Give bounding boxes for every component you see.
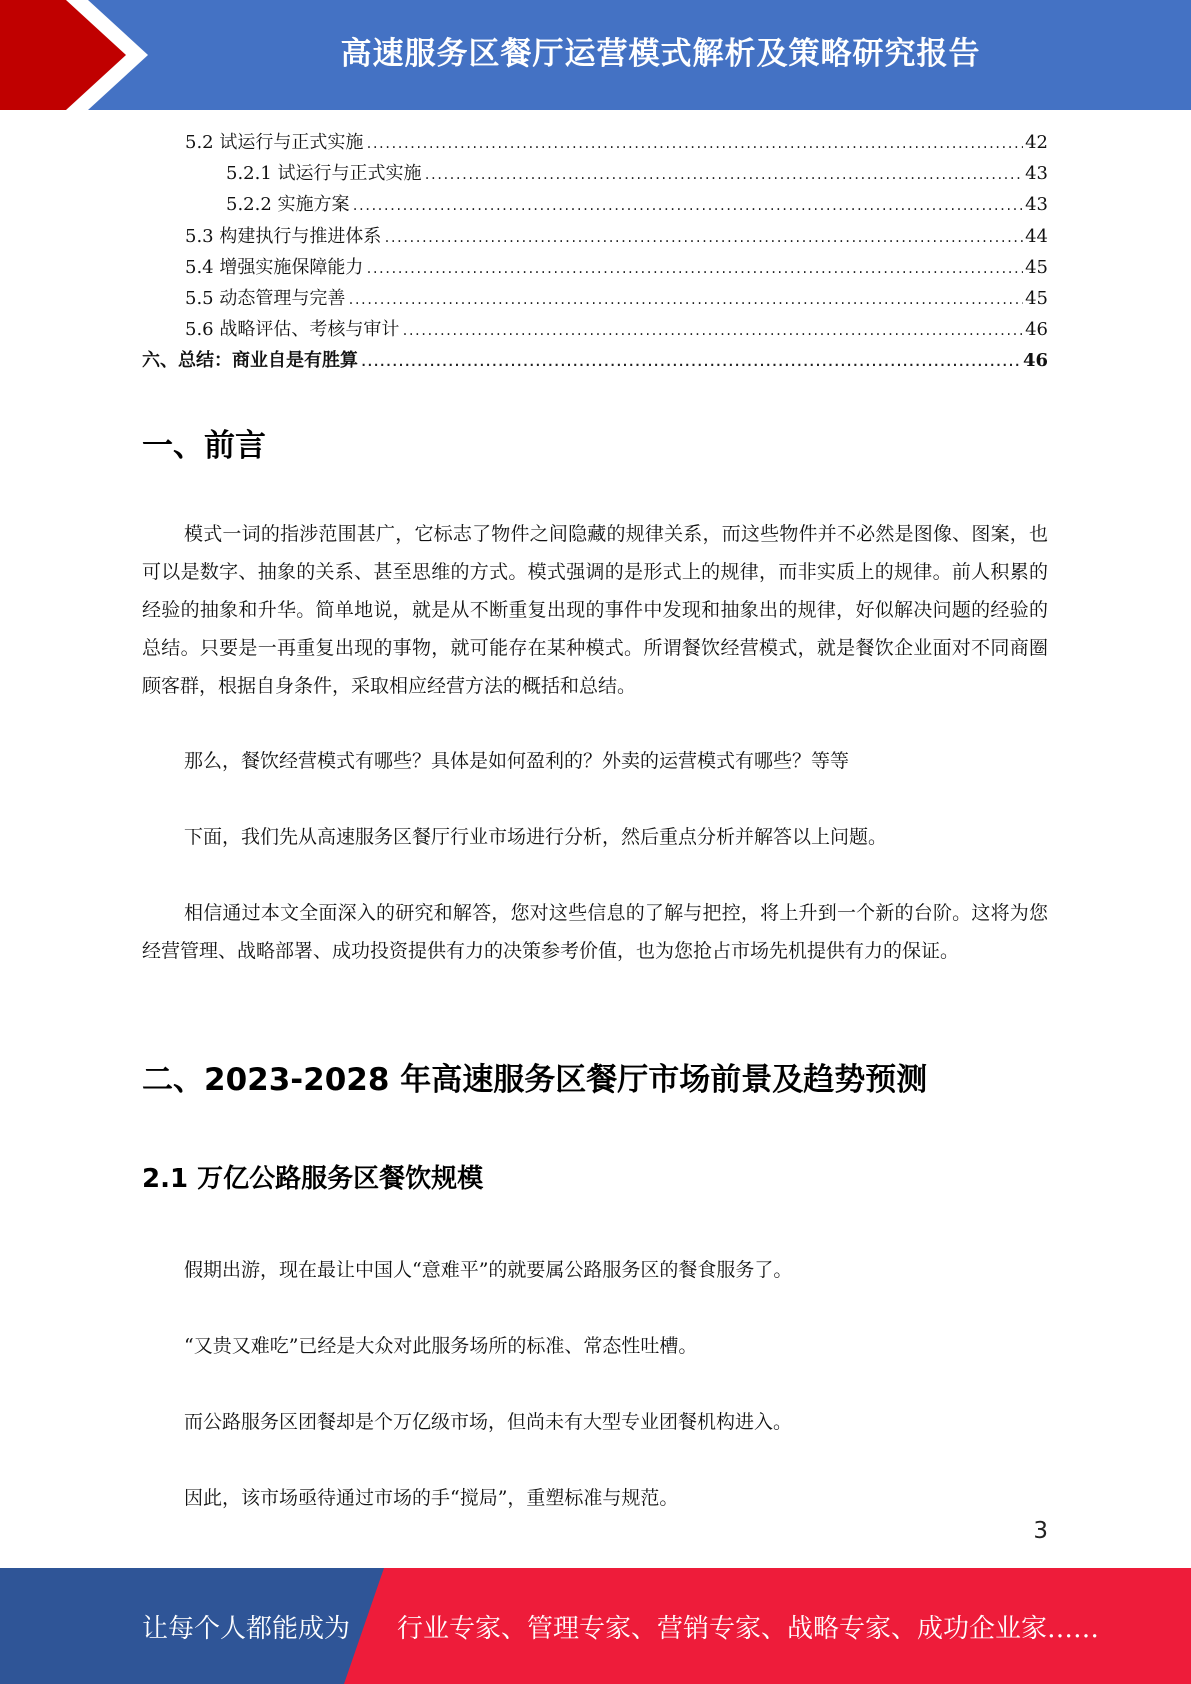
toc-entry-label: 5.5 动态管理与完善 <box>185 287 346 309</box>
toc-leader-dots <box>365 262 1023 276</box>
toc-leader-dots <box>347 293 1023 307</box>
toc-entry-page: 46 <box>1025 319 1048 341</box>
subsection-heading: 2.1 万亿公路服务区餐饮规模 <box>142 1164 484 1194</box>
toc-entry[interactable] <box>142 128 1048 159</box>
toc-entry-label: 5.2 试运行与正式实施 <box>185 132 364 153</box>
toc-leader-dots <box>365 137 1023 151</box>
page-number: 3 <box>1033 1518 1048 1544</box>
paragraph: “又贵又难吃”已经是大众对此服务场所的标准、常态性吐槽。 <box>184 1335 698 1357</box>
paragraph: 而公路服务区团餐却是个万亿级市场，但尚未有大型专业团餐机构进入。 <box>184 1411 793 1433</box>
table-of-contents <box>142 128 1048 378</box>
toc-entry-label: 5.2.2 实施方案 <box>226 194 350 216</box>
paragraph: 因此，该市场亟待通过市场的手“搅局”，重塑标准与规范。 <box>184 1487 679 1509</box>
toc-entry-label: 5.4 增强实施保障能力 <box>185 256 364 278</box>
toc-entry-page: 45 <box>1025 287 1048 309</box>
footer-slogan-left: 让每个人都能成为 <box>142 1614 351 1644</box>
paragraph: 那么，餐饮经营模式有哪些？具体是如何盈利的？外卖的运营模式有哪些？等等 <box>184 750 850 772</box>
toc-entry[interactable] <box>142 284 1048 315</box>
paragraph: 模式一词的指涉范围甚广，它标志了物件之间隐藏的规律关系，而这些物件并不必然是图像、图案，也可以是数字、抽象的关系、甚至思维的方式。模式强调的是形式上的规律，而非实质上的规律。前人积累的经验的抽象和升华。简单地说，就是从不断重复出现的事件中发现和抽象出的规律，好似解决问题的经验的总结。只要是一再重复出现的事物，就可能存在某种模式。所谓餐饮经营模式，就是餐饮企业面对不同商圈顾客群，根据自身条件，采取相应经营方法的概括和总结。 <box>142 523 1048 697</box>
footer-slogan-right: 行业专家、管理专家、营销专家、战略专家、成功企业家…… <box>397 1614 1100 1644</box>
toc-entry-label: 5.3 构建执行与推进体系 <box>185 225 382 247</box>
toc-entry[interactable] <box>142 190 1048 221</box>
toc-leader-dots <box>360 355 1021 369</box>
page-footer <box>0 1568 1191 1684</box>
section-heading-preface: 一、前言 <box>142 428 266 464</box>
toc-entry-page: 42 <box>1025 132 1048 153</box>
toc-entry[interactable] <box>142 222 1048 253</box>
toc-entry[interactable] <box>142 315 1048 346</box>
section-heading-outlook: 二、2023-2028 年高速服务区餐厅市场前景及趋势预测 <box>142 1062 928 1098</box>
toc-entry-page: 43 <box>1025 163 1048 185</box>
toc-leader-dots <box>424 168 1024 182</box>
toc-entry[interactable] <box>142 159 1048 190</box>
toc-entry[interactable] <box>142 346 1048 377</box>
toc-entry-page: 44 <box>1025 225 1048 247</box>
toc-entry-label: 5.6 战略评估、考核与审计 <box>185 319 400 341</box>
toc-leader-dots <box>401 324 1023 338</box>
toc-leader-dots <box>352 199 1024 213</box>
toc-entry-page: 46 <box>1022 350 1048 372</box>
toc-entry[interactable] <box>142 253 1048 284</box>
header-title: 高速服务区餐厅运营模式解析及策略研究报告 <box>340 35 981 72</box>
toc-entry-label: 5.2.1 试运行与正式实施 <box>226 163 422 185</box>
toc-entry-page: 43 <box>1025 194 1048 216</box>
paragraph: 下面，我们先从高速服务区餐厅行业市场进行分析，然后重点分析并解答以上问题。 <box>184 826 888 848</box>
paragraph: 假期出游，现在最让中国人“意难平”的就要属公路服务区的餐食服务了。 <box>184 1259 793 1281</box>
toc-entry-page: 45 <box>1025 256 1048 278</box>
page-header <box>0 0 1191 110</box>
toc-leader-dots <box>383 231 1023 245</box>
paragraph: 相信通过本文全面深入的研究和解答，您对这些信息的了解与把控，将上升到一个新的台阶。这将为您经营管理、战略部署、成功投资提供有力的决策参考价值，也为您抢占市场先机提供有力的保证。 <box>142 902 1048 962</box>
toc-entry-label: 六、总结：商业自是有胜算 <box>142 350 358 372</box>
